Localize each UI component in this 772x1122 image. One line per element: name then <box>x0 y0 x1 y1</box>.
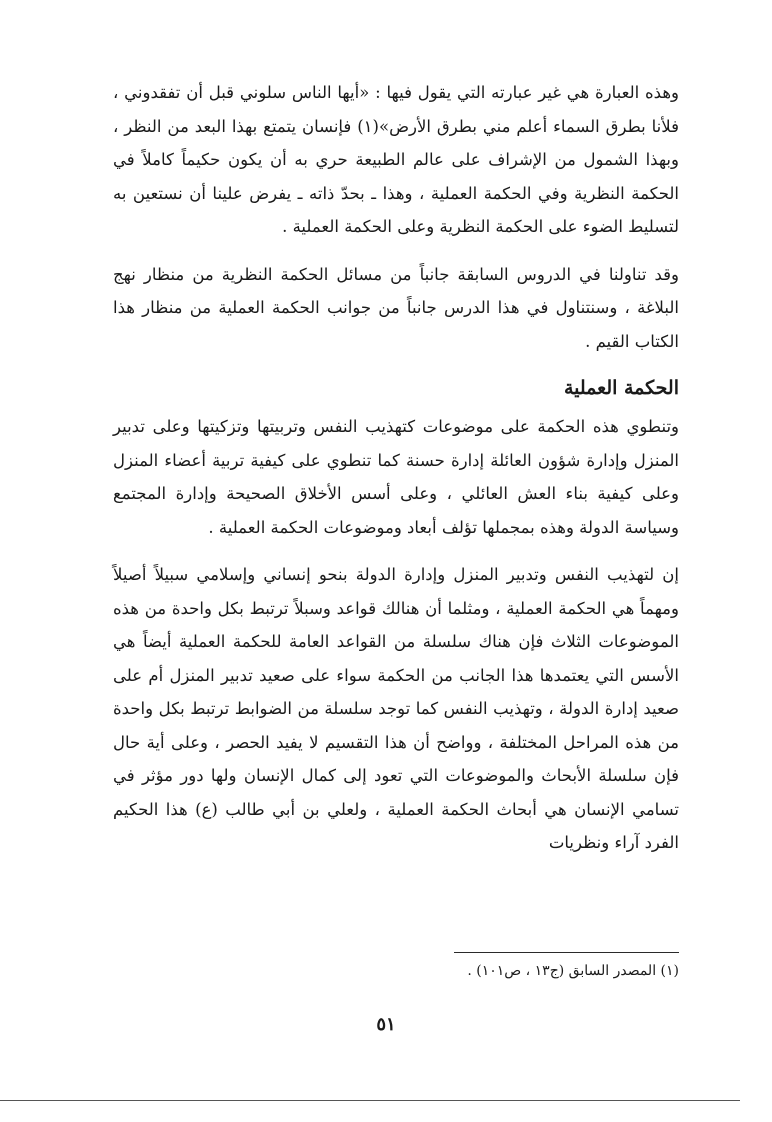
page-body <box>113 76 679 874</box>
paragraph-3: وتنطوي هذه الحكمة على موضوعات كتهذيب النفس وتربيتها وتزكيتها وعلى تدبير المنزل وإدارة شؤون العائلة إدارة حسنة كما تنطوي على كيفية تربية أعضاء المنزل وعلى كيفية بناء العش العائلي ، وعلى أسس الأخلاق الصحيحة وإدارة المجتمع وسياسة الدولة وهذه بمجملها تؤلف أبعاد وموضوعات الحكمة العملية . <box>113 417 679 537</box>
footnote-separator <box>454 952 679 953</box>
bottom-edge-line <box>0 1100 740 1101</box>
section-heading: الحكمة العملية <box>563 377 679 399</box>
paragraph-2: وقد تناولنا في الدروس السابقة جانباً من مسائل الحكمة النظرية من منظار نهج البلاغة ، وسنتناول في هذا الدرس جانباً من جوانب الحكمة العملية من منظار هذا الكتاب القيم . <box>113 264 679 351</box>
page-number: ٥١ <box>376 1014 396 1035</box>
paragraph-4: إن لتهذيب النفس وتدبير المنزل وإدارة الدولة بنحو إنساني وإسلامي سبيلاً أصيلاً ومهماً هي الحكمة العملية ، ومثلما أن هنالك قواعد وسبلاً ترتبط بكل واحدة من هذه الموضوعات الثلاث فإن هناك سلسلة من القواعد العامة للحكمة العملية أيضاً هي الأسس التي يعتمدها هذا الجانب من الحكمة سواء على صعيد تدبير المنزل أم على صعيد إدارة الدولة ، وتهذيب النفس كما توجد سلسلة من الضوابط ترتبط بكل واحدة من هذه المراحل المختلفة ، وواضح أن هذا التقسيم لا يفيد الحصر ، وعلى أية حال فإن سلسلة الأبحاث والموضوعات التي تعود إلى كمال الإنسان ولها دور مؤثر في تسامي الإنسان هي أبحاث الحكمة العملية ، ولعلي بن أبي طالب (ع) هذا الحكيم الفرد آراء ونظريات <box>113 565 679 852</box>
paragraph-1: وهذه العبارة هي غير عبارته التي يقول فيها : «أيها الناس سلوني قبل أن تفقدوني ، فلأنا بطرق السماء أعلم مني بطرق الأرض»(١) فإنسان يتمتع بهذا البعد من النظر ، وبهذا الشمول من الإشراف على عالم الطبيعة حري به أن يكون حكيماً كاملاً في الحكمة النظرية وفي الحكمة العملية ، وهذا ـ بحدّ ذاته ـ يفرض علينا أن نستعين به لتسليط الضوء على الحكمة النظرية وعلى الحكمة العملية . <box>113 83 679 236</box>
footnote: (١) المصدر السابق (ج١٣ ، ص١٠١) . <box>467 963 679 979</box>
